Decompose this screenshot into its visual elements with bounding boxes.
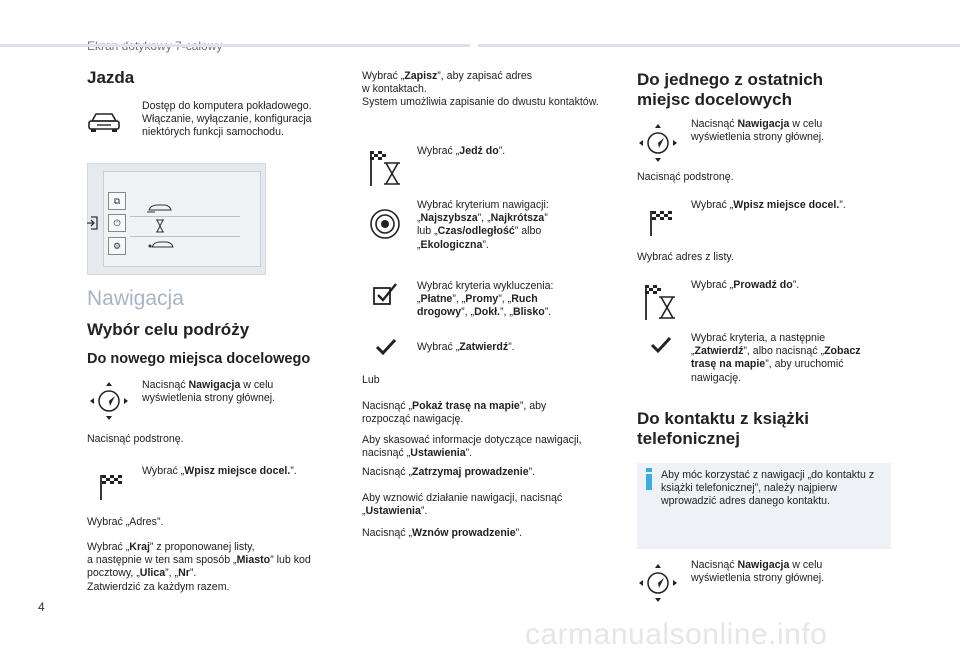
step-subpage-recent: Nacisnąć podstronę. [637, 171, 734, 183]
checkbox-icon [372, 281, 398, 307]
step-open-navigation: Nacisnąć Nawigacja w celu wyświetlenia strony głównej. [142, 379, 276, 405]
header-rule-right [478, 44, 960, 47]
step-criteria-confirm: Wybrać kryteria, a następnie „Zatwierdź”, albo nacisnąć „Zobacz trasę na mapie”, aby uruchomić nawigację. [691, 332, 861, 384]
page-number: 4 [38, 600, 45, 614]
step-open-navigation-contact: Nacisnąć Nawigacja w celu wyświetlenia strony głównej. [691, 559, 825, 585]
step-confirm: Wybrać „Zatwierdź”. [417, 341, 515, 353]
vehicle-settings-screen-inner [103, 171, 261, 267]
step-address: Wybrać „Adres”. [87, 516, 164, 528]
step-select-address: Wybrać adres z listy. [637, 251, 734, 263]
step-guide-to: Wybrać „Prowadź do”. [691, 279, 800, 291]
car-outline-icon [147, 202, 173, 214]
nav-joystick-icon-2 [637, 122, 679, 164]
step-resume-guidance: Nacisnąć „Wznów prowadzenie”. [362, 527, 523, 539]
or-label: Lub [362, 374, 380, 386]
screen-button-settings[interactable]: ⚙ [108, 237, 126, 255]
info-icon [645, 468, 653, 490]
section-title-jazda: Jazda [87, 68, 135, 87]
step-enter-destination: Wybrać „Wpisz miejsce docel.”. [142, 465, 297, 477]
section-title-contact: Do kontaktu z książki telefonicznej [637, 409, 809, 448]
checkmark-icon-2 [650, 336, 672, 354]
header-rule-left [0, 44, 470, 47]
section-title-wybor: Wybór celu podróży [87, 320, 250, 339]
hourglass-icon [154, 219, 166, 233]
checkered-flag-icon-2 [650, 210, 672, 236]
nav-joystick-icon-3 [637, 562, 679, 604]
jazda-description: Dostęp do komputera pokładowego. Włączanie, wyłączanie, konfiguracja niektórych funkcji samochodu. [142, 100, 312, 139]
checkmark-icon [375, 338, 397, 356]
step-save-address: Wybrać „Zapisz”, aby zapisać adres w kontaktach. System umożliwia zapisanie do dwustu kontaktów. [362, 70, 599, 109]
screen-button-copy[interactable]: ⧉ [108, 192, 126, 210]
nav-joystick-icon [88, 380, 130, 422]
step-country-city: Wybrać „Kraj” z proponowanej listy, a następnie w ten sam sposób „Miasto” lub kod pocztowy, „Ulica”, „Nr”. Zatwierdzić za każdym razem. [87, 541, 311, 593]
chapter-title-nawigacja: Nawigacja [87, 287, 184, 310]
step-subpage: Nacisnąć podstronę. [87, 433, 184, 445]
checkered-flag-icon [100, 474, 122, 500]
screen-button-power[interactable]: ⏻ [108, 214, 126, 232]
info-box-text: Aby móc korzystać z nawigacji „do kontaktu z książki telefonicznej”, należy najpierw wprowadzić adres danego kontaktu. [661, 469, 875, 508]
section-title-recent: Do jednego z ostatnich miejsc docelowych [637, 70, 824, 109]
step-open-navigation-recent: Nacisnąć Nawigacja w celu wyświetlenia strony głównej. [691, 118, 825, 144]
watermark: carmanualsonline.info [525, 618, 828, 651]
checkered-flag-hourglass-icon [370, 151, 402, 186]
car-icon [87, 110, 121, 134]
step-drive-to: Wybrać „Jedź do”. [417, 145, 506, 157]
step-clear-navigation: Aby skasować informacje dotyczące nawigacji, nacisnąć „Ustawienia”. [362, 434, 582, 460]
step-navigation-criteria: Wybrać kryterium nawigacji: „Najszybsza”, „Najkrótsza” lub „Czas/odległość” albo „Ekologiczna”. [417, 199, 549, 251]
step-resume-info: Aby wznowić działanie nawigacji, nacisnąć „Ustawienia”. [362, 492, 563, 518]
step-stop-guidance: Nacisnąć „Zatrzymaj prowadzenie”. [362, 466, 536, 478]
exit-icon [85, 215, 101, 231]
subsection-title-nowe: Do nowego miejsca docelowego [87, 351, 311, 367]
step-enter-destination-recent: Wybrać „Wpisz miejsce docel.”. [691, 199, 846, 211]
car-outline-icon-2 [147, 239, 175, 251]
step-show-route: Nacisnąć „Pokaż trasę na mapie”, aby rozpocząć nawigację. [362, 400, 547, 426]
step-exclusion-criteria: Wybrać kryteria wykluczenia: „Płatne”, „Promy”, „Ruch drogowy”, „Dokł.”, „Blisko”. [417, 280, 554, 319]
target-icon [368, 207, 402, 241]
screen-divider-1 [130, 216, 240, 217]
checkered-flag-hourglass-icon-2 [645, 285, 677, 320]
screen-divider-2 [130, 236, 240, 237]
